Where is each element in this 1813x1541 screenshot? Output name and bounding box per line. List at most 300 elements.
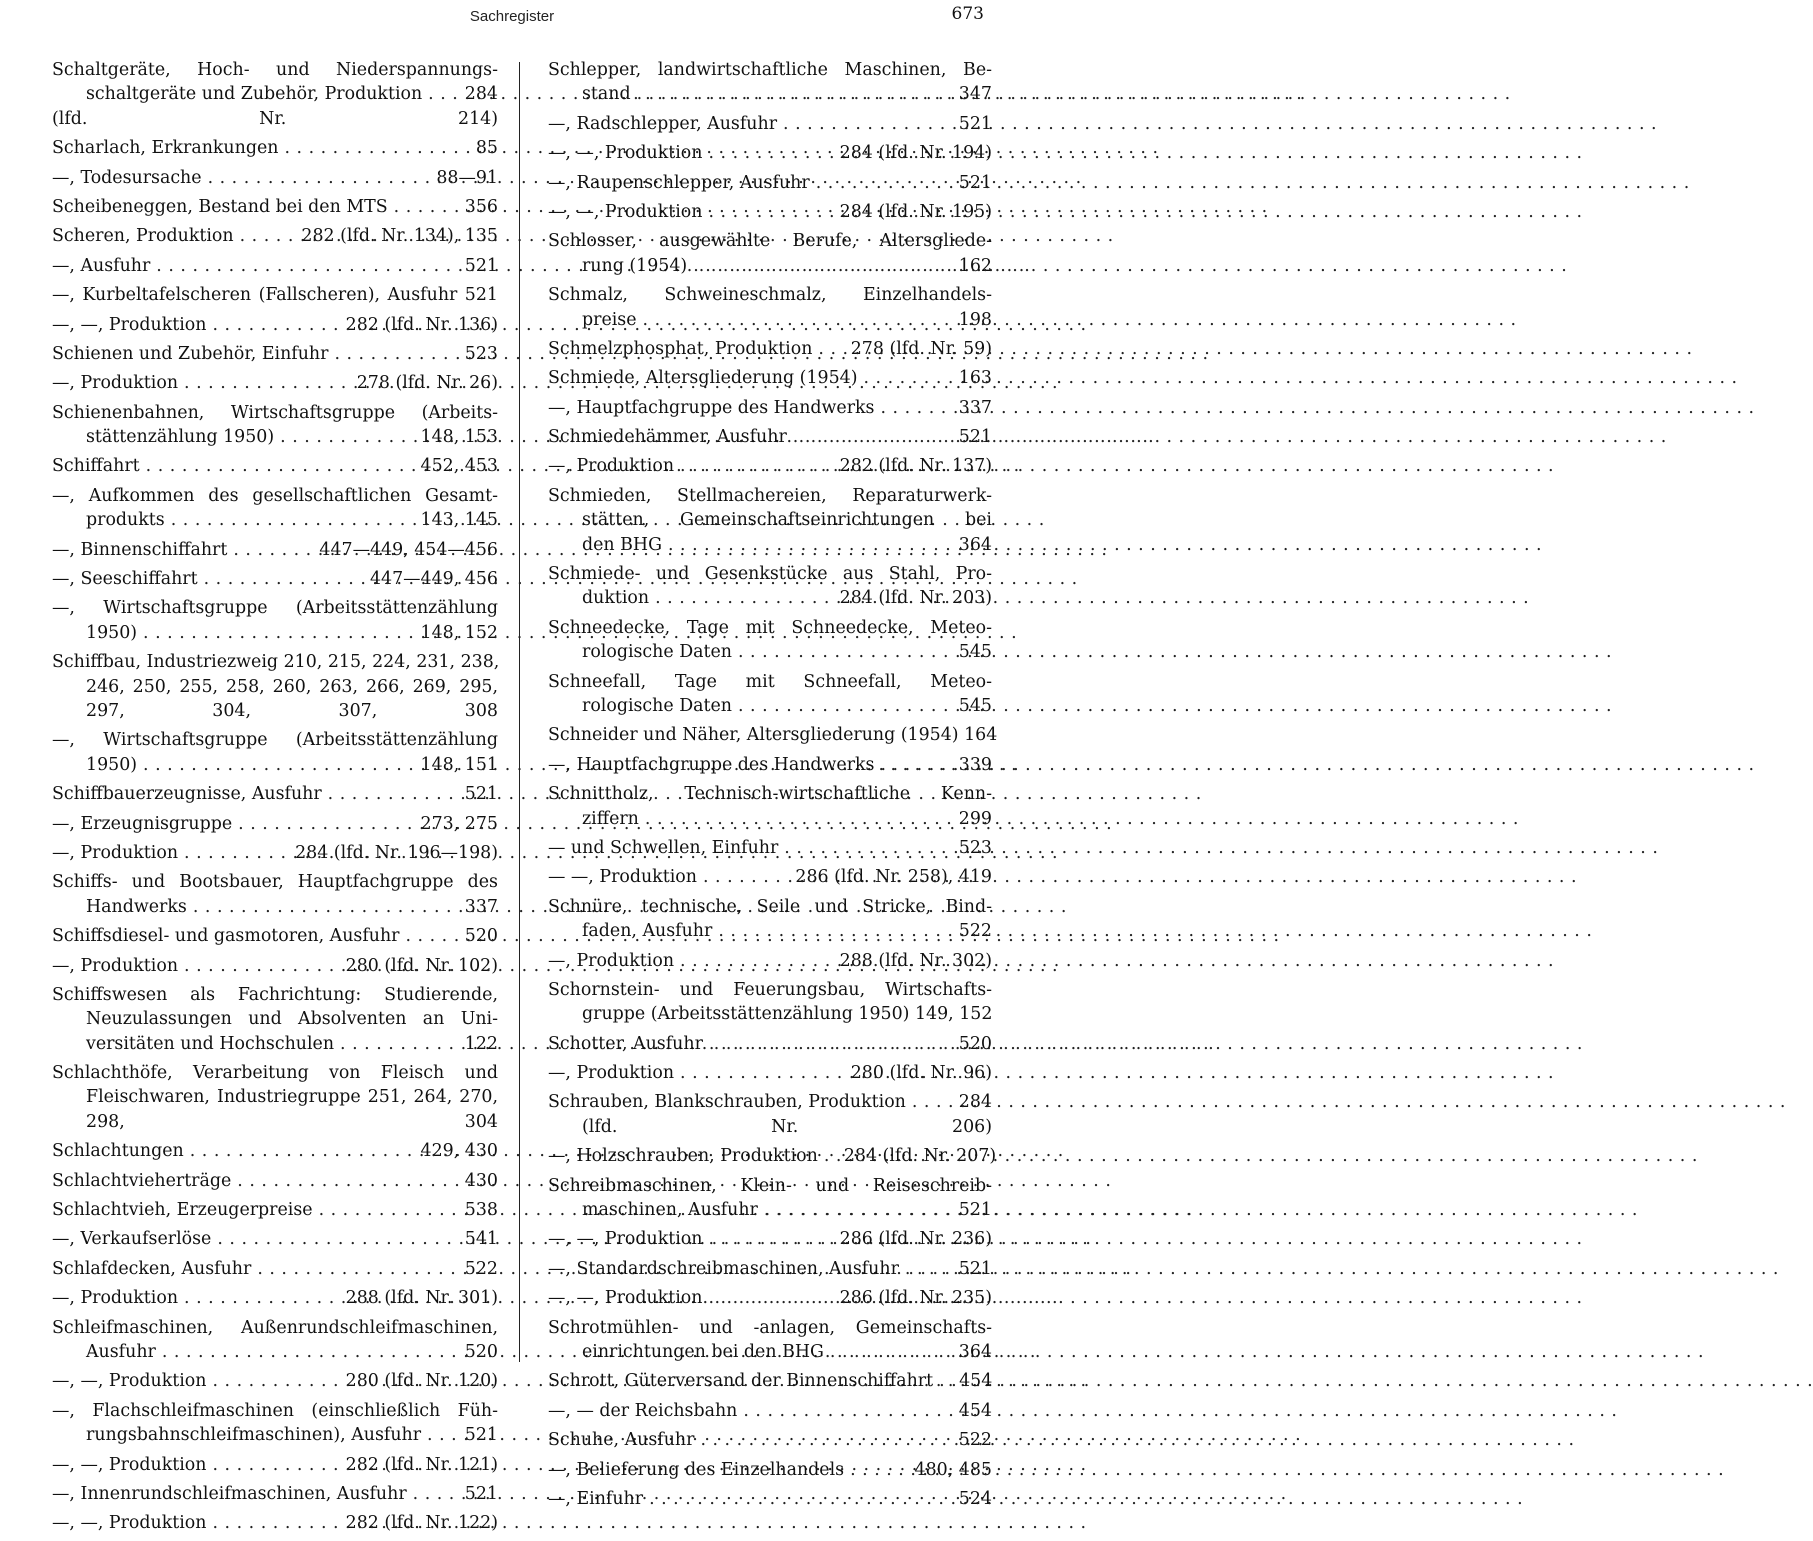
index-line — [52, 782, 498, 806]
page-reference: 299 — [958, 808, 992, 829]
entry-text: —, Standardschreibmaschinen, Ausfuhr — [548, 1258, 899, 1279]
index-line — [52, 1340, 498, 1364]
index-entry — [548, 895, 992, 944]
entry-text: duktion — [582, 588, 650, 609]
entry-text: den BHG — [582, 534, 662, 555]
dot-leader — [208, 166, 431, 190]
index-line — [52, 166, 498, 190]
entry-text: Schiffbauerzeugnisse, Ausfuhr — [52, 784, 322, 805]
entry-text: —, Produktion — [52, 955, 179, 976]
entry-text: —, Aufkommen des gesellschaftlichen Gesamt- — [52, 485, 498, 506]
page-reference: 148, 153 — [420, 427, 498, 448]
index-line — [548, 141, 992, 165]
dot-leader — [280, 425, 414, 449]
entry-text: Schlachtvieh, Erzeugerpreise — [52, 1200, 313, 1221]
index-line — [52, 538, 498, 562]
index-line — [52, 1369, 498, 1393]
index-line — [52, 1482, 498, 1506]
index-line — [52, 313, 498, 337]
index-line — [548, 1115, 992, 1139]
entry-text: Schrott, Güterversand der Binnenschiffahrt — [548, 1371, 934, 1392]
index-line — [52, 82, 498, 106]
index-line — [548, 895, 992, 919]
dot-leader — [703, 865, 789, 889]
page-reference: 286 (lfd. Nr. 258), 419 — [795, 867, 992, 888]
index-line — [52, 1423, 498, 1447]
index-line — [548, 1286, 992, 1310]
index-entry — [548, 112, 992, 136]
index-line — [52, 812, 498, 836]
index-line — [52, 841, 498, 865]
index-line — [548, 586, 992, 610]
entry-text: Schneider und Näher, Altersgliederung (1954) 164 — [548, 725, 998, 746]
index-entry — [52, 454, 498, 478]
index-line — [52, 136, 498, 160]
index-entry — [548, 949, 992, 973]
entry-text: Schmalz, Schweineschmalz, Einzelhandels- — [548, 285, 992, 306]
index-line — [52, 224, 498, 248]
page-reference: 541 — [464, 1229, 498, 1250]
index-entry — [548, 1227, 992, 1251]
entry-text: — —, Produktion — [548, 867, 697, 888]
dot-leader — [793, 425, 953, 449]
page-reference: 282 (lfd. Nr. 136) — [345, 314, 498, 335]
page-reference: 522 — [464, 1258, 498, 1279]
index-line — [548, 919, 992, 943]
entry-text: Schlosser, ausgewählte Berufe, Altersgliede- — [548, 231, 992, 252]
index-line — [52, 342, 498, 366]
page-reference: 521 — [464, 1425, 498, 1446]
entry-text: —, Ausfuhr — [52, 255, 151, 276]
entry-text: produkts — [86, 510, 165, 531]
running-head: Sachregister — [469, 8, 555, 25]
index-entry — [52, 1061, 498, 1134]
index-entry — [548, 366, 992, 390]
index-entry — [52, 1257, 498, 1281]
dot-leader — [783, 112, 953, 136]
entry-text: Schmiede, Altersgliederung (1954) — [548, 368, 858, 389]
index-line — [548, 484, 992, 508]
index-line — [548, 978, 992, 1002]
index-entry — [52, 924, 498, 948]
index-line — [52, 1316, 498, 1340]
page-reference: 521 — [958, 172, 992, 193]
dot-leader — [284, 136, 469, 160]
dot-leader — [864, 366, 953, 390]
index-line — [548, 807, 992, 831]
entry-text: Schrauben, Blankschrauben, Produktion — [548, 1092, 906, 1113]
index-entry — [548, 396, 992, 420]
page-reference: 284 (lfd. Nr. 207) — [843, 1146, 997, 1167]
dot-leader — [146, 454, 415, 478]
dot-leader — [428, 82, 459, 106]
page-reference: 520 — [464, 1341, 498, 1362]
dot-leader — [162, 1340, 459, 1364]
entry-text: —, Radschlepper, Ausfuhr — [548, 113, 778, 134]
index-line — [548, 454, 992, 478]
dot-leader — [156, 254, 459, 278]
page-reference: 356 — [464, 196, 498, 217]
entry-text: —, —, Produktion — [548, 1288, 703, 1309]
index-line — [52, 728, 498, 752]
entry-text: Schreibmaschinen, Klein- und Reiseschreib- — [548, 1175, 992, 1196]
index-entry — [52, 195, 498, 219]
index-line — [52, 484, 498, 508]
page-reference: 521 — [958, 427, 992, 448]
index-entry — [52, 538, 498, 562]
page-reference: 337 — [464, 896, 498, 917]
index-entry — [548, 1174, 992, 1223]
index-line — [548, 58, 992, 82]
index-entry — [548, 283, 992, 332]
index-line — [548, 308, 992, 332]
page-reference: 347 — [958, 84, 992, 105]
index-line — [548, 1227, 992, 1251]
entry-text: Schornstein- und Feuerungsbau, Wirtschafts- — [548, 979, 992, 1000]
index-line — [52, 1032, 498, 1056]
entry-text: stättenzählung 1950) — [86, 427, 275, 448]
index-line — [52, 1169, 498, 1193]
entry-text: — und Schwellen, Einfuhr — [548, 837, 779, 858]
index-line — [548, 1487, 992, 1511]
page-reference: 522 — [958, 921, 992, 942]
entry-text: 297, 304, 307, 308 — [86, 700, 498, 721]
page-reference: 520 — [464, 926, 498, 947]
index-entry — [548, 616, 992, 665]
index-entry — [548, 1458, 992, 1482]
index-line — [52, 1198, 498, 1222]
index-entry — [52, 136, 498, 160]
index-line — [548, 229, 992, 253]
page-reference: 337 — [958, 397, 992, 418]
index-line — [548, 1369, 992, 1393]
index-entry — [548, 454, 992, 478]
index-entry — [52, 1482, 498, 1506]
dot-leader — [334, 342, 458, 366]
index-line — [548, 1002, 992, 1026]
entry-text: Fleischwaren, Industriegruppe 251, 264, 270, — [86, 1087, 498, 1108]
dot-leader — [680, 1061, 845, 1085]
index-entry — [52, 1227, 498, 1251]
index-line — [548, 425, 992, 449]
index-line — [548, 1316, 992, 1340]
entry-text: Schiffbau, Industriezweig 210, 215, 224, 231, 238, — [52, 652, 500, 673]
index-entry — [548, 753, 992, 777]
dot-leader — [184, 841, 289, 865]
index-entry — [548, 425, 992, 449]
dot-leader — [212, 1369, 339, 1393]
entry-text: —, Produktion — [548, 950, 675, 971]
index-line — [548, 640, 992, 664]
entry-text: preise — [582, 309, 637, 330]
page-reference: 364 — [958, 534, 992, 555]
entry-text: Schuhe, Ausfuhr — [548, 1430, 695, 1451]
dot-leader — [233, 538, 313, 562]
index-entry — [52, 1316, 498, 1365]
page-reference: 521 — [464, 784, 498, 805]
entry-text: Schiffs- und Bootsbauer, Hauptfachgruppe des — [52, 872, 498, 893]
index-line — [548, 1198, 992, 1222]
index-line — [548, 753, 992, 777]
index-line — [52, 1139, 498, 1163]
dot-leader — [668, 533, 953, 557]
entry-text: Schiffsdiesel- und gasmotoren, Ausfuhr — [52, 926, 400, 947]
index-line — [52, 454, 498, 478]
index-line — [548, 508, 992, 532]
index-line — [52, 107, 498, 131]
index-entry — [52, 58, 498, 131]
index-line — [548, 171, 992, 195]
index-line — [548, 533, 992, 557]
index-entry — [548, 484, 992, 557]
entry-text: Schienen und Zubehör, Einfuhr — [52, 343, 329, 364]
entry-text: Scheibeneggen, Bestand bei den MTS — [52, 196, 388, 217]
page-reference: 524 — [958, 1488, 992, 1509]
index-line — [52, 983, 498, 1007]
dot-leader — [784, 836, 953, 860]
page-reference: 282 (lfd. Nr. 121) — [345, 1454, 498, 1475]
page-reference: 538 — [464, 1200, 498, 1221]
index-entry — [548, 200, 992, 224]
entry-text: —, Binnenschiffahrt — [52, 539, 228, 560]
index-line — [52, 1007, 498, 1031]
entry-text: 246, 250, 255, 258, 260, 263, 266, 269, 295, — [86, 676, 498, 697]
entry-text: Schiffahrt — [52, 456, 140, 477]
index-entry — [52, 782, 498, 806]
index-entry — [52, 1369, 498, 1393]
index-line — [548, 836, 992, 860]
index-line — [548, 562, 992, 586]
page-reference: 521 — [464, 1483, 498, 1504]
index-line — [52, 753, 498, 777]
entry-text: faden, Ausfuhr — [582, 921, 713, 942]
page-reference: 521 — [958, 1200, 992, 1221]
entry-text: rologische Daten — [582, 642, 732, 663]
entry-text: —, —, Produktion — [52, 1513, 207, 1534]
entry-text: Schlafdecken, Ausfuhr — [52, 1258, 252, 1279]
entry-text: —, Erzeugnisgruppe — [52, 813, 233, 834]
index-line — [52, 1061, 498, 1085]
dot-leader — [830, 1340, 953, 1364]
index-entry — [548, 1316, 992, 1365]
dot-leader — [718, 919, 952, 943]
page-reference: 88—91 — [436, 167, 498, 188]
page-reference: 288 (lfd. Nr. 302) — [839, 950, 992, 971]
index-line — [548, 1399, 992, 1423]
index-line — [52, 596, 498, 620]
index-entry — [52, 224, 498, 248]
index-line — [52, 371, 498, 395]
index-line — [52, 699, 498, 723]
index-column-left — [52, 58, 498, 1541]
page-reference: 282 (lfd. Nr. 137) — [839, 456, 992, 477]
dot-leader — [818, 337, 844, 361]
entry-text: Scheren, Produktion — [52, 226, 234, 247]
index-entry — [52, 283, 498, 307]
entry-text: 1950) — [86, 622, 138, 643]
page-reference: 148, 151 — [420, 754, 498, 775]
dot-leader — [708, 200, 833, 224]
dot-leader — [645, 807, 953, 831]
dot-leader — [184, 954, 340, 978]
entry-text: Schneefall, Tage mit Schneefall, Meteo- — [548, 671, 992, 692]
page-reference: 163 — [958, 368, 992, 389]
entry-text: 298, 304 — [86, 1111, 498, 1132]
page-reference: 162 — [958, 255, 992, 276]
entry-text: Schmelzphosphat, Produktion — [548, 338, 813, 359]
dot-leader — [143, 621, 415, 645]
index-entry — [52, 1139, 498, 1163]
index-line — [52, 1110, 498, 1134]
index-line — [52, 1257, 498, 1281]
dot-leader — [319, 1198, 459, 1222]
index-entry — [548, 836, 992, 860]
page-reference: 288 (lfd. Nr. 301) — [345, 1288, 498, 1309]
index-line — [548, 254, 992, 278]
index-entry — [548, 1369, 992, 1393]
dot-leader — [709, 1032, 953, 1056]
dot-leader — [427, 1423, 459, 1447]
entry-text: —, Flachschleifmaschinen (einschließlich Füh- — [52, 1400, 498, 1421]
entry-text: —, —, Produktion — [52, 1371, 207, 1392]
entry-text: —, —, Produktion — [52, 1454, 207, 1475]
entry-text: —, Todesursache — [52, 167, 202, 188]
page-reference: 148, 152 — [420, 622, 498, 643]
dot-leader — [680, 949, 834, 973]
page-reference: 284 (lfd. Nr. 194) — [839, 143, 992, 164]
index-line — [548, 283, 992, 307]
page-reference: 280 (lfd. Nr. 102) — [345, 955, 498, 976]
entry-text: Schnittholz, Technisch-wirtschaftliche Kenn- — [548, 784, 992, 805]
dot-leader — [708, 141, 833, 165]
dot-leader — [708, 1227, 833, 1251]
index-entry — [52, 166, 498, 190]
index-entry — [548, 1487, 992, 1511]
index-line — [548, 112, 992, 136]
page-reference: 454 — [958, 1400, 992, 1421]
entry-text: —, —, Produktion — [548, 143, 703, 164]
entry-text: —, Produktion — [548, 456, 675, 477]
page-reference: 278 (lfd. Nr. 59) — [850, 338, 992, 359]
entry-text: Schiffswesen als Fachrichtung: Studierende, — [52, 984, 498, 1005]
index-entry — [52, 1453, 498, 1477]
dot-leader — [193, 895, 459, 919]
index-line — [52, 675, 498, 699]
dot-leader — [816, 171, 953, 195]
entry-text: —, Belieferung des Einzelhandels — [548, 1459, 845, 1480]
entry-text: rologische Daten — [582, 695, 732, 716]
page-reference: 521 — [464, 255, 498, 276]
index-entry — [548, 1032, 992, 1056]
dot-leader — [184, 1286, 340, 1310]
entry-text: —, Kurbeltafelscheren (Fallscheren), Ausfuhr 521 — [52, 285, 498, 306]
page-reference: 143, 145 — [420, 510, 498, 531]
index-entry — [548, 337, 992, 361]
page-reference: 284 (lfd. Nr. 196—198) — [295, 842, 498, 863]
index-line — [548, 82, 992, 106]
dot-leader — [939, 1369, 953, 1393]
page-reference: 364 — [958, 1341, 992, 1362]
index-line — [52, 58, 498, 82]
dot-leader — [637, 82, 953, 106]
index-line — [52, 895, 498, 919]
page-reference: 286 (lfd. Nr. 235) — [839, 1288, 992, 1309]
page-reference: 545 — [958, 642, 992, 663]
page-reference: 278 (lfd. Nr. 26) — [356, 373, 498, 394]
dot-leader — [912, 1090, 953, 1114]
dot-leader — [257, 1257, 458, 1281]
index-line — [548, 782, 992, 806]
entry-text: rung (1954) — [582, 255, 688, 276]
entry-text: —, Seeschiffahrt — [52, 569, 198, 590]
entry-text: —, Innenrundschleifmaschinen, Ausfuhr — [52, 1483, 407, 1504]
index-line — [548, 366, 992, 390]
dot-leader — [405, 924, 458, 948]
entry-text: Scharlach, Erkrankungen — [52, 138, 279, 159]
index-entry — [52, 812, 498, 836]
index-line — [548, 1458, 992, 1482]
dot-leader — [880, 753, 952, 777]
entry-text: maschinen, Ausfuhr — [582, 1200, 758, 1221]
page-reference: 282 (lfd. Nr. 122) — [345, 1513, 498, 1534]
index-entry — [548, 1090, 992, 1139]
dot-leader — [328, 782, 459, 806]
index-line — [548, 694, 992, 718]
index-line — [548, 1174, 992, 1198]
entry-text: —, Produktion — [52, 1288, 179, 1309]
page-reference: 284 — [464, 84, 498, 105]
entry-text: Schmiedehämmer, Ausfuhr — [548, 427, 787, 448]
dot-leader — [171, 508, 415, 532]
index-entry — [548, 562, 992, 611]
page-reference: 282 (lfd. Nr. 134), 135 — [301, 226, 498, 247]
index-line — [52, 567, 498, 591]
entry-text: gruppe (Arbeitsstättenzählung 1950) 149, 152 — [582, 1004, 993, 1025]
index-line — [52, 870, 498, 894]
index-line — [52, 425, 498, 449]
entry-text: Schleifmaschinen, Außenrundschleifmaschinen, — [52, 1317, 498, 1338]
index-line — [52, 283, 498, 307]
page-reference: 273, 275 — [420, 813, 498, 834]
entry-text: (lfd. Nr. 214) — [52, 108, 498, 129]
dot-leader — [738, 640, 953, 664]
index-line — [548, 723, 998, 747]
index-entry — [52, 650, 498, 723]
entry-text: —, Hauptfachgruppe des Handwerks — [548, 754, 875, 775]
dot-leader — [850, 1458, 908, 1482]
dot-leader — [680, 454, 834, 478]
entry-text: —, Produktion — [548, 1063, 675, 1084]
dot-leader — [238, 812, 414, 836]
dot-leader — [743, 1399, 952, 1423]
dot-leader — [184, 371, 351, 395]
index-entry — [548, 1428, 992, 1452]
entry-text: —, Verkaufserlöse — [52, 1229, 212, 1250]
index-line — [52, 1453, 498, 1477]
dot-leader — [824, 1144, 838, 1168]
index-entry — [52, 342, 498, 366]
dot-leader — [880, 396, 952, 420]
index-entry — [548, 782, 992, 831]
page-reference: 122 — [464, 1033, 498, 1054]
entry-text: Schmiede- und Gesenkstücke aus Stahl, Pro- — [548, 564, 992, 585]
page-reference: 523 — [958, 837, 992, 858]
dot-leader — [204, 567, 364, 591]
page-reference: 280 (lfd. Nr. 120) — [345, 1371, 498, 1392]
page-reference: 521 — [958, 113, 992, 134]
entry-text: Schlachtungen — [52, 1141, 184, 1162]
entry-text: Handwerks — [86, 896, 187, 917]
